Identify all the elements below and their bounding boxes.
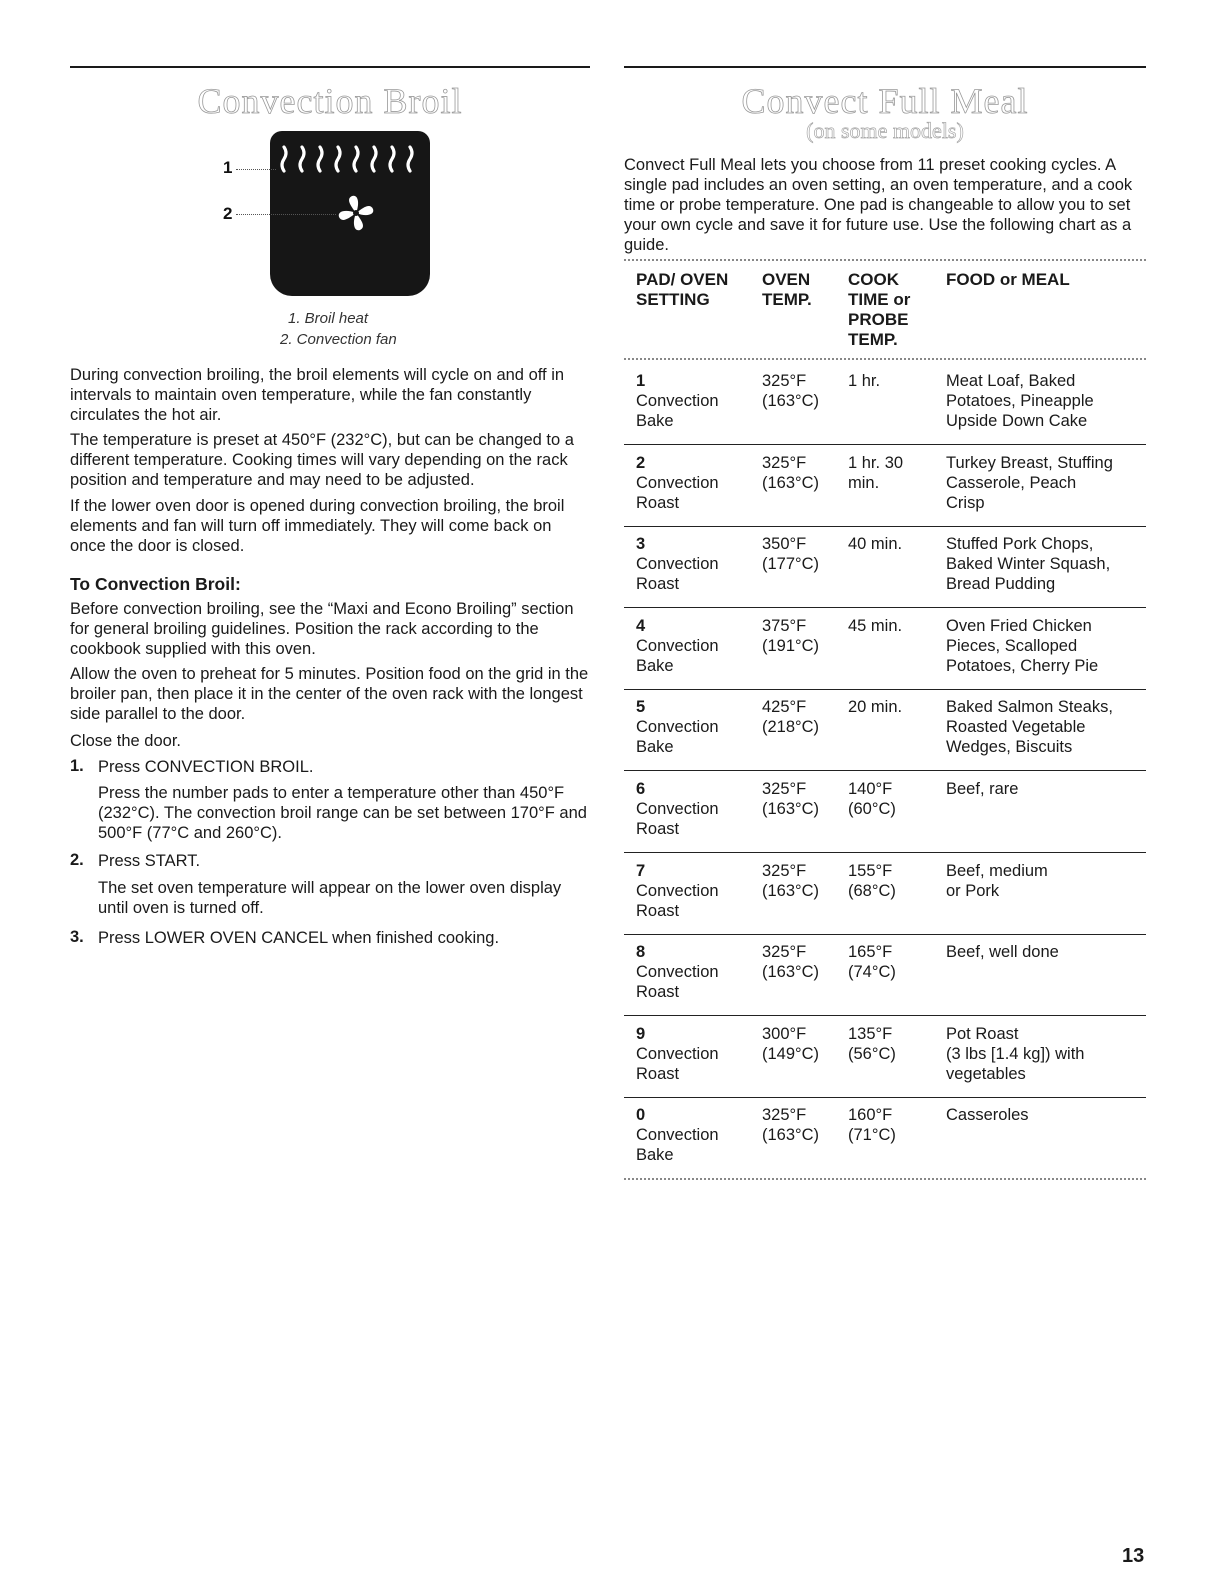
cell-food: Stuffed Pork Chops, Baked Winter Squash, Bread Pudding	[946, 535, 1111, 593]
cell-oven-temp: 375°F (191°C)	[762, 617, 820, 655]
cell-pad: 5 Convection Bake	[636, 698, 719, 756]
section-title: Convect Full Meal	[741, 81, 1029, 121]
cell-cook-time: 40 min.	[848, 535, 903, 553]
cell-pad: 7 Convection Roast	[636, 862, 719, 920]
cell-pad: 3 Convection Roast	[636, 535, 719, 593]
cell-food: Beef, rare	[946, 780, 1019, 798]
row-divider	[624, 607, 1146, 608]
cell-pad: 4 Convection Bake	[636, 617, 719, 675]
cell-oven-temp: 325°F (163°C)	[762, 1106, 820, 1144]
header-pad: PAD/ OVEN SETTING	[636, 270, 729, 309]
section-subtitle: (on some models)	[806, 118, 964, 143]
callout-line-2	[236, 214, 336, 215]
cell-cook-time: 155°F (68°C)	[848, 862, 896, 900]
cell-pad: 9 Convection Roast	[636, 1025, 719, 1083]
cell-pad: 8 Convection Roast	[636, 943, 719, 1001]
cell-food: Oven Fried Chicken Pieces, Scalloped Potatoes, Cherry Pie	[946, 617, 1099, 675]
row-divider	[624, 444, 1146, 445]
callout-2: 2	[223, 204, 233, 223]
cell-food: Casseroles	[946, 1106, 1029, 1124]
callout-1: 1	[223, 158, 233, 177]
cell-cook-time: 20 min.	[848, 698, 903, 716]
cell-cook-time: 140°F (60°C)	[848, 780, 896, 818]
row-divider	[624, 526, 1146, 527]
header-oven-temp: OVEN TEMP.	[762, 270, 812, 309]
header-rule	[624, 358, 1146, 360]
cell-oven-temp: 325°F (163°C)	[762, 372, 820, 410]
cell-cook-time: 1 hr.	[848, 372, 881, 390]
cell-oven-temp: 425°F (218°C)	[762, 698, 820, 736]
paragraph: The temperature is preset at 450°F (232°C), but can be changed to a different temperature. Cooking times will vary depending on the rack position and temperature and may need to be adjusted.	[70, 431, 574, 489]
cell-oven-temp: 300°F (149°C)	[762, 1025, 820, 1063]
cell-oven-temp: 325°F (163°C)	[762, 862, 820, 900]
row-divider	[624, 689, 1146, 690]
step-text: Press START.	[98, 852, 201, 870]
callout-line-1	[236, 169, 276, 170]
page-number: 13	[1122, 1545, 1145, 1567]
header-cook-time: COOK TIME or PROBE TEMP.	[848, 270, 911, 349]
row-divider	[624, 1015, 1146, 1016]
subheading: To Convection Broil:	[70, 574, 241, 594]
row-divider	[624, 770, 1146, 771]
step-number: 1.	[70, 757, 84, 775]
section-title: Convection Broil	[197, 81, 463, 121]
cell-food: Meat Loaf, Baked Potatoes, Pineapple Upside Down Cake	[946, 372, 1094, 430]
header-food: FOOD or MEAL	[946, 270, 1070, 289]
cell-pad: 6 Convection Roast	[636, 780, 719, 838]
cell-cook-time: 1 hr. 30 min.	[848, 454, 904, 492]
paragraph: During convection broiling, the broil elements will cycle on and off in intervals to maintain oven temperature, while the fan constantly circulates the hot air.	[70, 366, 565, 424]
paragraph: If the lower oven door is opened during convection broiling, the broil elements and fan will turn off immediately. They will come back on once the door is closed.	[70, 497, 565, 555]
cell-cook-time: 135°F (56°C)	[848, 1025, 896, 1063]
caption-broil-heat: 1. Broil heat	[288, 310, 369, 327]
cell-oven-temp: 325°F (163°C)	[762, 943, 820, 981]
cell-pad: 0 Convection Bake	[636, 1106, 719, 1164]
cell-food: Baked Salmon Steaks, Roasted Vegetable Wedges, Biscuits	[946, 698, 1113, 756]
cell-food: Beef, well done	[946, 943, 1059, 961]
caption-convection-fan: 2. Convection fan	[280, 331, 397, 348]
table-top-rule	[624, 259, 1146, 261]
fan-icon	[336, 193, 376, 233]
section-rule	[70, 66, 590, 68]
paragraph: Close the door.	[70, 732, 181, 750]
cell-food: Beef, medium or Pork	[946, 862, 1048, 900]
cell-oven-temp: 325°F (163°C)	[762, 454, 820, 492]
step-number: 2.	[70, 851, 84, 869]
cell-pad: 2 Convection Roast	[636, 454, 719, 512]
step-detail: The set oven temperature will appear on the lower oven display until oven is turned off.	[98, 879, 562, 917]
row-divider	[624, 1097, 1146, 1098]
paragraph: Allow the oven to preheat for 5 minutes. Position food on the grid in the broiler pan, then place it in the center of the oven rack with the longest side parallel to the door.	[70, 665, 589, 723]
row-divider	[624, 852, 1146, 853]
cell-cook-time: 160°F (71°C)	[848, 1106, 896, 1144]
cell-oven-temp: 325°F (163°C)	[762, 780, 820, 818]
cell-oven-temp: 350°F (177°C)	[762, 535, 820, 573]
cell-cook-time: 165°F (74°C)	[848, 943, 896, 981]
cell-food: Pot Roast (3 lbs [1.4 kg]) with vegetables	[946, 1025, 1085, 1083]
step-text: Press CONVECTION BROIL.	[98, 758, 314, 776]
step-number: 3.	[70, 928, 84, 946]
section-rule	[624, 66, 1146, 68]
step-text: Press LOWER OVEN CANCEL when finished cooking.	[98, 929, 500, 947]
paragraph: Before convection broiling, see the “Maxi and Econo Broiling” section for general broiling guidelines. Position the rack according to the cookbook supplied with this oven.	[70, 600, 574, 658]
cell-food: Turkey Breast, Stuffing Casserole, Peach Crisp	[946, 454, 1113, 512]
intro-paragraph: Convect Full Meal lets you choose from 11 preset cooking cycles. A single pad includes an oven setting, an oven temperature, and a cook time or probe temperature. One pad is changeable to allow you to set your own cycle and save it for future use. Use the following chart as a guide.	[624, 156, 1133, 254]
cell-cook-time: 45 min.	[848, 617, 903, 635]
row-divider	[624, 934, 1146, 935]
cell-pad: 1 Convection Bake	[636, 372, 719, 430]
step-detail: Press the number pads to enter a temperature other than 450°F (232°C). The convection broil range can be set between 170°F and 500°F (77°C and 260°C).	[98, 784, 587, 842]
table-bottom-rule	[624, 1178, 1146, 1180]
